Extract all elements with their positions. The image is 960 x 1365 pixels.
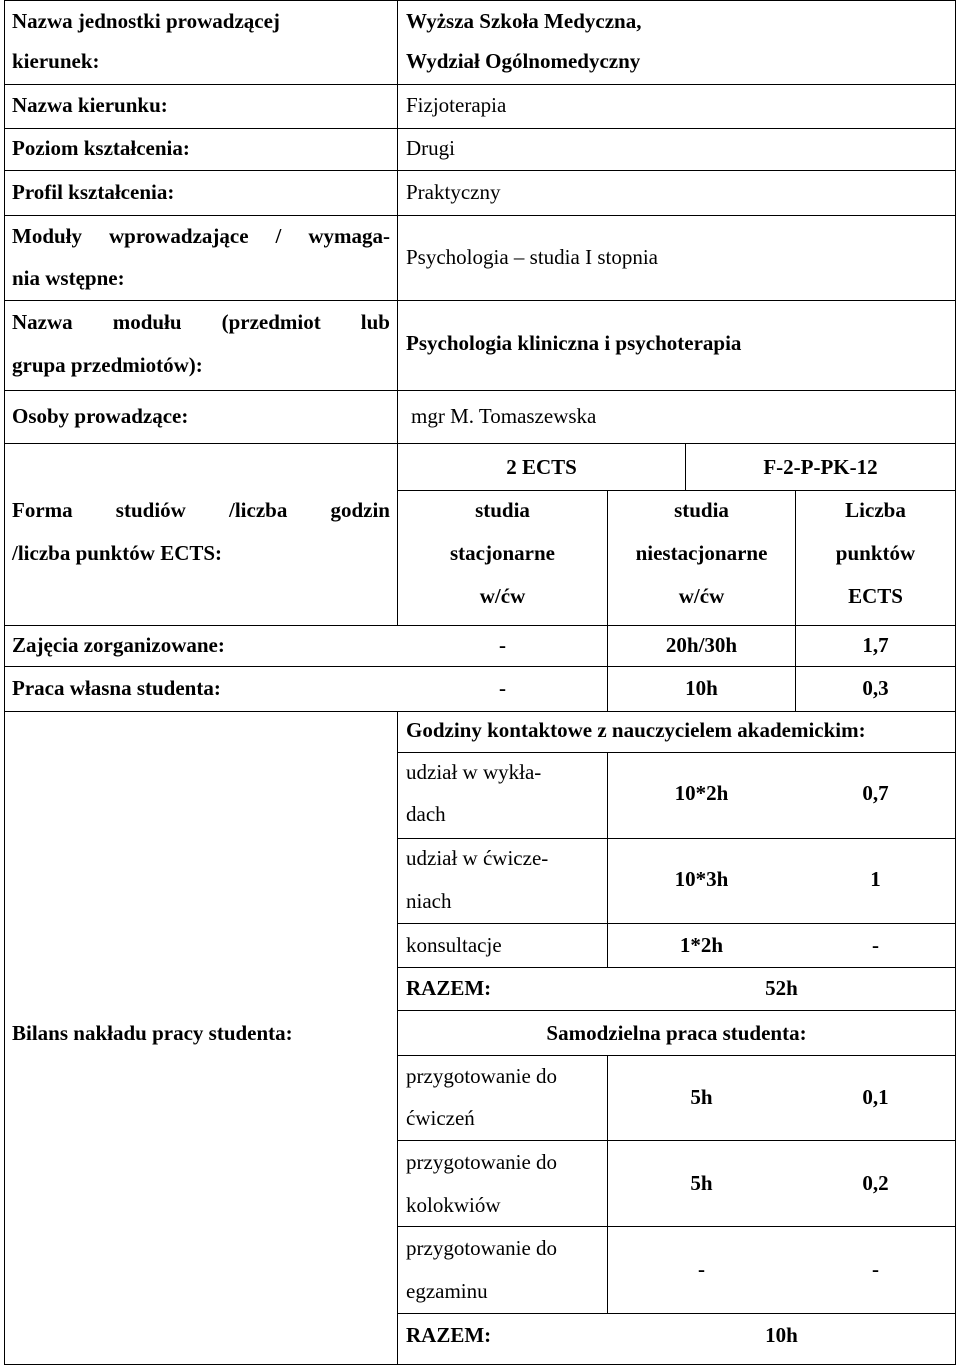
self-row-label-line1: przygotowanie do bbox=[406, 1236, 558, 1260]
contact-row-label-line1: udział w ćwicze- bbox=[406, 846, 549, 870]
self-row-label-line2: kolokwiów bbox=[406, 1193, 501, 1217]
organized-stationary: - bbox=[499, 633, 506, 657]
own-work-stationary: - bbox=[499, 676, 506, 700]
col-ects-line2: punktów bbox=[835, 541, 916, 565]
level-value: Drugi bbox=[406, 136, 455, 160]
prereq-label-line2: nia wstępne: bbox=[12, 266, 125, 290]
ects-total: 2 ECTS bbox=[506, 455, 577, 479]
col-stationary-line3: w/ćw bbox=[479, 584, 526, 608]
own-work-label: Praca własna studenta: bbox=[12, 676, 221, 700]
self-header: Samodzielna praca studenta: bbox=[546, 1021, 807, 1045]
organized-label: Zajęcia zorganizowane: bbox=[12, 633, 225, 657]
contact-header: Godziny kontaktowe z nauczycielem akademickim: bbox=[406, 718, 866, 742]
contact-total-label: RAZEM: bbox=[406, 976, 492, 1000]
form-label-line2: /liczba punktów ECTS: bbox=[12, 541, 223, 565]
self-row-hours: 5h bbox=[690, 1171, 713, 1195]
prereq-value: Psychologia – studia I stopnia bbox=[406, 245, 658, 269]
col-nonstationary-line2: niestacjonarne bbox=[635, 541, 768, 565]
balance-label: Bilans nakładu pracy studenta: bbox=[12, 1021, 293, 1045]
profile-label: Profil kształcenia: bbox=[12, 180, 175, 204]
self-row-ects: 0,1 bbox=[862, 1085, 889, 1109]
contact-row-label-line2: dach bbox=[406, 802, 446, 826]
contact-total-value: 52h bbox=[765, 976, 798, 1000]
contact-row-ects: - bbox=[872, 933, 879, 957]
self-row-hours: - bbox=[698, 1257, 705, 1281]
unit-label-line2: kierunek: bbox=[12, 49, 100, 73]
contact-row-ects: 0,7 bbox=[862, 781, 889, 805]
module-label-line1: Nazwa modułu (przedmiot lub bbox=[12, 310, 390, 334]
self-total-value: 10h bbox=[765, 1323, 798, 1347]
organized-ects: 1,7 bbox=[862, 633, 889, 657]
self-row-label-line2: ćwiczeń bbox=[406, 1106, 475, 1130]
prereq-label-line1: Moduły wprowadzające / wymaga- bbox=[12, 224, 390, 248]
col-nonstationary-line1: studia bbox=[674, 498, 729, 522]
contact-row-hours: 1*2h bbox=[679, 933, 724, 957]
teachers-value: mgr M. Tomaszewska bbox=[411, 404, 597, 428]
contact-row-label-line1: konsultacje bbox=[406, 933, 502, 957]
contact-row-label-line1: udział w wykła- bbox=[406, 760, 542, 784]
own-work-ects: 0,3 bbox=[862, 676, 889, 700]
self-row-label-line1: przygotowanie do bbox=[406, 1064, 558, 1088]
contact-row-hours: 10*3h bbox=[674, 867, 729, 891]
self-row-hours: 5h bbox=[690, 1085, 713, 1109]
self-row-ects: 0,2 bbox=[862, 1171, 889, 1195]
self-row-label-line2: egzaminu bbox=[406, 1279, 488, 1303]
module-value: Psychologia kliniczna i psychoterapia bbox=[406, 331, 742, 355]
self-row-label-line1: przygotowanie do bbox=[406, 1150, 558, 1174]
own-work-nonstationary: 10h bbox=[685, 676, 718, 700]
profile-value: Praktyczny bbox=[406, 180, 501, 204]
col-stationary-line1: studia bbox=[475, 498, 530, 522]
form-label-line1: Forma studiów /liczba godzin bbox=[12, 498, 390, 522]
contact-row-ects: 1 bbox=[870, 867, 881, 891]
self-row-ects: - bbox=[872, 1257, 879, 1281]
field-value: Fizjoterapia bbox=[406, 93, 507, 117]
module-label-line2: grupa przedmiotów): bbox=[12, 353, 203, 377]
col-stationary-line2: stacjonarne bbox=[450, 541, 555, 565]
contact-row-hours: 10*2h bbox=[674, 781, 729, 805]
organized-nonstationary: 20h/30h bbox=[665, 633, 738, 657]
unit-value-line2: Wydział Ogólnomedyczny bbox=[406, 49, 641, 73]
field-label: Nazwa kierunku: bbox=[12, 93, 168, 117]
col-ects-line1: Liczba bbox=[845, 498, 906, 522]
level-label: Poziom kształcenia: bbox=[12, 136, 190, 160]
col-nonstationary-line3: w/ćw bbox=[678, 584, 725, 608]
col-ects-line3: ECTS bbox=[848, 584, 903, 608]
contact-row-label-line2: niach bbox=[406, 889, 452, 913]
teachers-label: Osoby prowadzące: bbox=[12, 404, 189, 428]
self-total-label: RAZEM: bbox=[406, 1323, 492, 1347]
unit-label-line1: Nazwa jednostki prowadzącej bbox=[12, 9, 280, 33]
unit-value-line1: Wyższa Szkoła Medyczna, bbox=[406, 9, 642, 33]
module-code: F-2-P-PK-12 bbox=[763, 455, 878, 479]
